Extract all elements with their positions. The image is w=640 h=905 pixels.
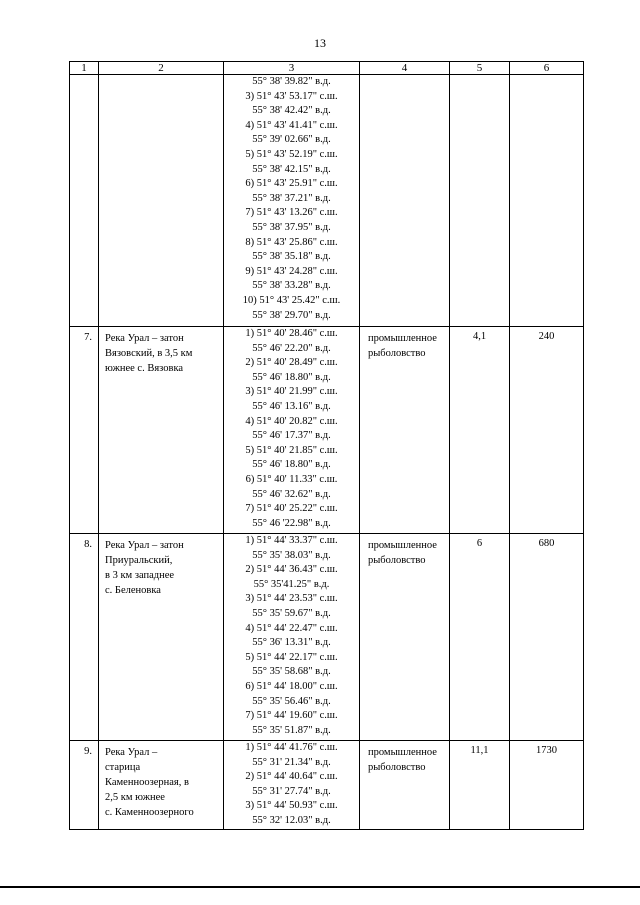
coordinate-line: 55° 36' 13.31" в.д. — [252, 637, 331, 649]
usage-cell — [360, 534, 450, 741]
water-body-cell — [99, 741, 224, 830]
row-number — [70, 75, 99, 327]
coordinate-line: 55° 31' 27.74" в.д. — [252, 785, 331, 797]
coordinates-cell — [224, 741, 360, 830]
page-number: 13 — [314, 36, 326, 50]
area-cell — [450, 75, 510, 327]
usage-line: рыболовство — [368, 555, 426, 566]
coordinate-line: 3) 51° 44' 23.53" с.ш. — [245, 593, 338, 605]
coordinate-line: 55° 35' 59.67" в.д. — [252, 607, 331, 619]
usage-cell — [360, 741, 450, 830]
coordinate-line: 55° 32' 12.03" в.д. — [252, 814, 331, 826]
coordinate-line: 55° 38' 33.28" в.д. — [252, 280, 331, 292]
coordinates-cell — [224, 75, 360, 327]
coordinates-cell — [224, 327, 360, 534]
water-body-line: Вязовский, в 3,5 км — [105, 348, 193, 359]
coordinate-line: 2) 51° 44' 36.43" с.ш. — [245, 564, 338, 576]
table-row — [70, 75, 584, 327]
coordinate-line: 55° 46 '22.98" в.д. — [252, 517, 331, 529]
coordinate-line: 55° 38' 42.15" в.д. — [252, 163, 331, 175]
coordinate-line: 9) 51° 43' 24.28" с.ш. — [245, 265, 338, 277]
coordinate-line: 55° 35' 56.46" в.д. — [252, 695, 331, 707]
coordinate-line: 6) 51° 43' 25.91" с.ш. — [245, 178, 338, 190]
coordinate-line: 6) 51° 44' 18.00" с.ш. — [245, 680, 338, 692]
coordinate-line: 4) 51° 40' 20.82" с.ш. — [245, 415, 338, 427]
coordinate-line: 55° 46' 18.80" в.д. — [252, 371, 331, 383]
water-body-line: Каменноозерная, в — [105, 777, 189, 788]
col-header-1: 1 — [70, 62, 99, 75]
coordinate-line: 55° 31' 21.34" в.д. — [252, 756, 331, 768]
water-body-line: южнее с. Вязовка — [105, 363, 184, 374]
value-cell: 680 — [510, 534, 584, 741]
value-cell: 1730 — [510, 741, 584, 830]
coordinate-line: 55° 35' 58.68" в.д. — [252, 666, 331, 678]
col-header-3: 3 — [224, 62, 360, 75]
water-body-cell — [99, 534, 224, 741]
coordinate-line: 55° 46' 22.20" в.д. — [252, 342, 331, 354]
coordinate-line: 3) 51° 40' 21.99" с.ш. — [245, 386, 338, 398]
coordinate-line: 3) 51° 44' 50.93" с.ш. — [245, 800, 338, 812]
coordinate-line: 55° 46' 13.16" в.д. — [252, 400, 331, 412]
usage-line: промышленное — [368, 333, 437, 344]
coordinate-line: 1) 51° 40' 28.46" с.ш. — [245, 328, 338, 339]
coordinate-line: 7) 51° 44' 19.60" с.ш. — [245, 710, 338, 722]
value-cell — [510, 75, 584, 327]
coordinate-line: 55° 35' 38.03" в.д. — [252, 549, 331, 561]
coordinate-line: 5) 51° 44' 22.17" с.ш. — [245, 651, 338, 663]
row-number: 7. — [70, 327, 99, 534]
usage-line: промышленное — [368, 540, 437, 551]
water-body-line: 2,5 км южнее — [105, 792, 165, 803]
usage-cell — [360, 327, 450, 534]
water-body-cell — [99, 75, 224, 327]
water-body-line: Река Урал – — [105, 747, 158, 758]
table-row — [70, 534, 584, 741]
coordinate-line: 5) 51° 40' 21.85" с.ш. — [245, 444, 338, 456]
coordinate-line: 2) 51° 44' 40.64" с.ш. — [245, 771, 338, 783]
coordinate-line: 8) 51° 43' 25.86" с.ш. — [245, 236, 338, 248]
bottom-rule — [0, 886, 640, 888]
coordinate-line: 55° 46' 17.37" в.д. — [252, 430, 331, 442]
coordinate-line: 1) 51° 44' 41.76" с.ш. — [245, 742, 338, 753]
coordinate-line: 55° 39' 02.66" в.д. — [252, 134, 331, 146]
data-table — [69, 61, 584, 830]
coordinate-line: 1) 51° 44' 33.37" с.ш. — [245, 535, 338, 546]
col-header-2: 2 — [99, 62, 224, 75]
water-body-line: с. Каменноозерного — [105, 807, 194, 818]
coordinate-line: 3) 51° 43' 53.17" с.ш. — [245, 90, 338, 102]
table-row — [70, 741, 584, 830]
row-number: 8. — [70, 534, 99, 741]
col-header-5: 5 — [450, 62, 510, 75]
water-body-cell — [99, 327, 224, 534]
col-header-4: 4 — [360, 62, 450, 75]
table-row — [70, 327, 584, 534]
coordinate-line: 4) 51° 43' 41.41" с.ш. — [245, 119, 338, 131]
usage-cell — [360, 75, 450, 327]
area-cell: 4,1 — [450, 327, 510, 534]
coordinate-line: 55° 38' 42.42" в.д. — [252, 105, 331, 117]
coordinate-line: 55° 46' 18.80" в.д. — [252, 459, 331, 471]
table-header-row — [70, 62, 584, 75]
coordinate-line: 7) 51° 40' 25.22" с.ш. — [245, 503, 338, 515]
coordinates-cell — [224, 534, 360, 741]
area-cell: 11,1 — [450, 741, 510, 830]
coordinate-line: 2) 51° 40' 28.49" с.ш. — [245, 357, 338, 369]
usage-line: рыболовство — [368, 348, 426, 359]
coordinate-line: 55° 38' 35.18" в.д. — [252, 251, 331, 263]
water-body-line: с. Беленовка — [105, 585, 161, 596]
coordinate-line: 6) 51° 40' 11.33" с.ш. — [245, 473, 338, 485]
water-body-line: Река Урал – затон — [105, 540, 184, 551]
water-body-line: Река Урал – затон — [105, 333, 184, 344]
value-cell: 240 — [510, 327, 584, 534]
coordinate-line: 55° 38' 39.82" в.д. — [252, 76, 331, 87]
coordinate-line: 55° 35' 51.87" в.д. — [252, 724, 331, 736]
coordinate-line: 55° 38' 37.95" в.д. — [252, 221, 331, 233]
coordinate-line: 7) 51° 43' 13.26" с.ш. — [245, 207, 338, 219]
coordinate-line: 55° 35'41.25" в.д. — [253, 578, 330, 590]
usage-line: промышленное — [368, 747, 437, 758]
water-body-line: Приуральский, — [105, 555, 173, 566]
coordinate-line: 55° 38' 37.21" в.д. — [252, 192, 331, 204]
row-number: 9. — [70, 741, 99, 830]
col-header-6: 6 — [510, 62, 584, 75]
coordinate-line: 55° 46' 32.62" в.д. — [252, 488, 331, 500]
area-cell: 6 — [450, 534, 510, 741]
water-body-line: в 3 км западнее — [105, 570, 175, 581]
coordinate-line: 4) 51° 44' 22.47" с.ш. — [245, 622, 338, 634]
water-body-line: старица — [105, 762, 141, 773]
coordinate-line: 10) 51° 43' 25.42" с.ш. — [242, 294, 341, 306]
coordinate-line: 5) 51° 43' 52.19" с.ш. — [245, 148, 338, 160]
usage-line: рыболовство — [368, 762, 426, 773]
coordinate-line: 55° 38' 29.70" в.д. — [252, 309, 331, 321]
